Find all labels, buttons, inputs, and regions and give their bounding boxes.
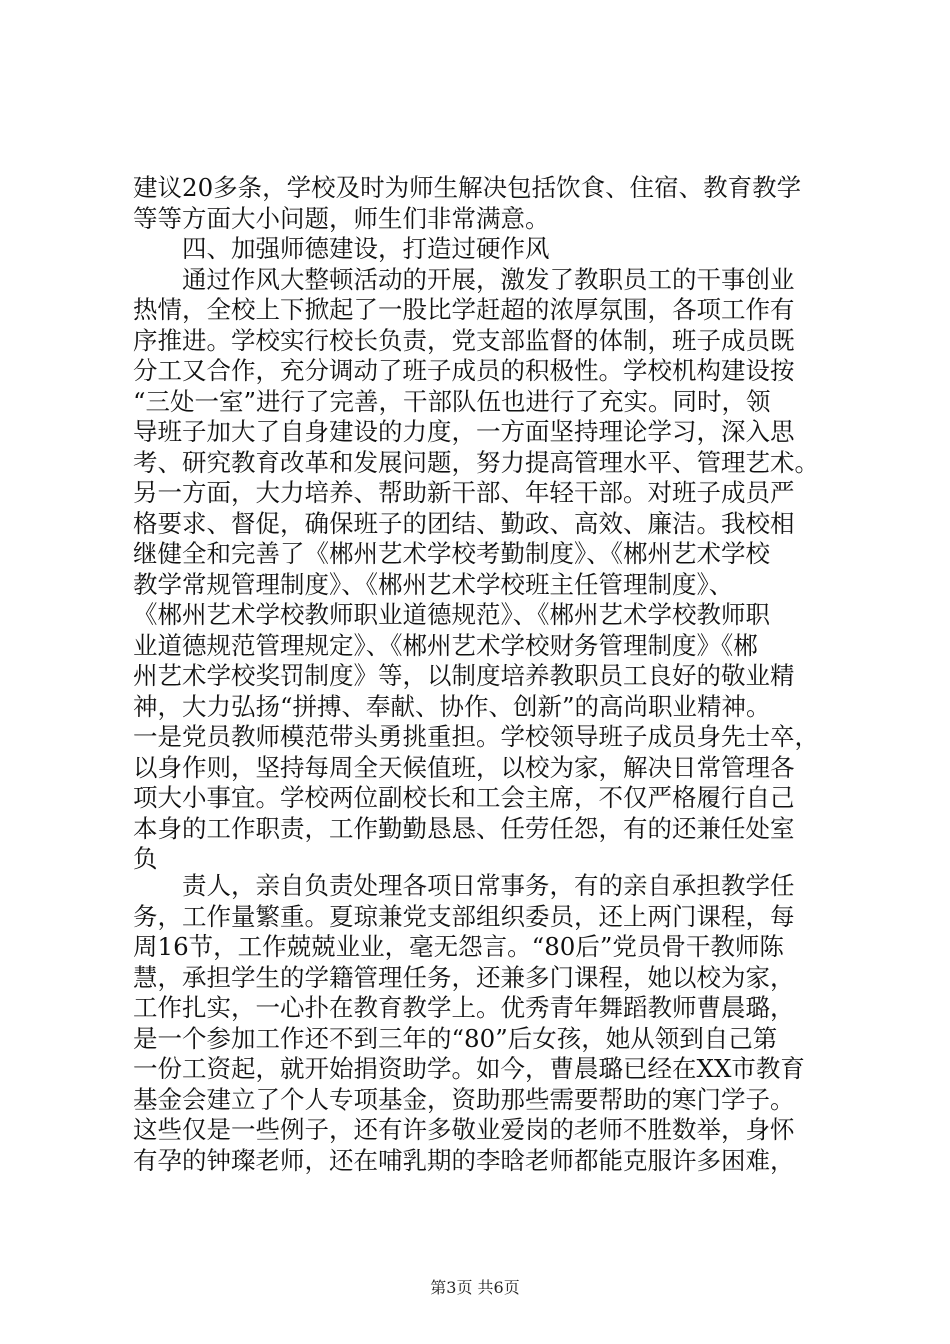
text-line: 工作扎实，一心扑在教育教学上。优秀青年舞蹈教师曹晨璐， bbox=[133, 993, 795, 1022]
text-line: 以身作则，坚持每周全天候值班，以校为家，解决日常管理各 bbox=[133, 752, 795, 782]
text-line: 等等方面大小问题，师生们非常满意。 bbox=[133, 203, 550, 233]
text-line: 周16节，工作兢兢业业，毫无怨言。“80后”党员骨干教师陈 bbox=[133, 932, 784, 961]
text-line: 热情，全校上下掀起了一股比学赶超的浓厚氛围，各项工作有 bbox=[133, 295, 795, 324]
text-line: 序推进。学校实行校长负责，党支部监督的体制，班子成员既 bbox=[133, 325, 795, 355]
text-line: 务，工作量繁重。夏琼兼党支部组织委员，还上两门课程，每 bbox=[133, 901, 795, 931]
text-line: 另一方面，大力培养、帮助新干部、年轻干部。对班子成员严 bbox=[133, 478, 795, 507]
text-line: 基金会建立了个人专项基金，资助那些需要帮助的寒门学子。 bbox=[133, 1084, 795, 1114]
text-line: 导班子加大了自身建设的力度，一方面坚持理论学习，深入思 bbox=[133, 417, 795, 446]
page-number-footer: 第3页 共6页 bbox=[430, 1278, 520, 1297]
text-line: 继健全和完善了《郴州艺术学校考勤制度》、《郴州艺术学校 bbox=[133, 539, 770, 568]
text-line: 一份工资起，就开始捐资助学。如今，曹晨璐已经在XX市教育 bbox=[133, 1054, 805, 1083]
text-line: 这些仅是一些例子，还有许多敬业爱岗的老师不胜数举，身怀 bbox=[133, 1115, 795, 1144]
text-line: 格要求、督促，确保班子的团结、勤政、高效、廉洁。我校相 bbox=[133, 508, 795, 538]
section-heading: 四、加强师德建设，打造过硬作风 bbox=[182, 234, 550, 263]
text-line: 有孕的钟璨老师，还在哺乳期的李晗老师都能克服许多困难， bbox=[133, 1145, 795, 1175]
text-line: 神，大力弘扬“拼搏、奉献、协作、创新”的高尚职业精神。 bbox=[133, 691, 771, 721]
text-line: 考、研究教育改革和发展问题，努力提高管理水平、管理艺术。 bbox=[133, 447, 819, 477]
paragraph-start-line: 通过作风大整顿活动的开展，激发了教职员工的干事创业 bbox=[182, 264, 795, 294]
text-line: 本身的工作职责，工作勤勤恳恳、任劳任怨，有的还兼任处室 bbox=[133, 813, 795, 843]
text-line: 分工又合作，充分调动了班子成员的积极性。学校机构建设按 bbox=[133, 356, 795, 385]
text-line: 州艺术学校奖罚制度》等，以制度培养教职员工良好的敬业精 bbox=[133, 661, 795, 690]
text-line: 负 bbox=[133, 844, 158, 873]
text-line: 建议20多条，学校及时为师生解决包括饮食、住宿、教育教学 bbox=[133, 173, 802, 202]
text-line: 是一个参加工作还不到三年的“80”后女孩，她从领到自己第 bbox=[133, 1023, 778, 1053]
text-line: 《郴州艺术学校教师职业道德规范》、《郴州艺术学校教师职 bbox=[133, 600, 770, 629]
paragraph-start-line: 责人，亲自负责处理各项日常事务，有的亲自承担教学任 bbox=[182, 871, 795, 900]
text-line: 一是党员教师模范带头勇挑重担。学校领导班子成员身先士卒， bbox=[133, 722, 819, 751]
text-line: 项大小事宜。学校两位副校长和工会主席，不仅严格履行自己 bbox=[133, 783, 795, 812]
text-line: 慧，承担学生的学籍管理任务，还兼多门课程，她以校为家， bbox=[133, 962, 795, 992]
text-line: 教学常规管理制度》、《郴州艺术学校班主任管理制度》、 bbox=[133, 569, 734, 599]
text-line: 业道德规范管理规定》、《郴州艺术学校财务管理制度》《郴 bbox=[133, 630, 758, 660]
body-text-section-1 bbox=[133, 173, 833, 875]
text-line: “三处一室”进行了完善，干部队伍也进行了充实。同时，领 bbox=[133, 386, 771, 416]
body-text-section-2 bbox=[133, 871, 833, 1176]
